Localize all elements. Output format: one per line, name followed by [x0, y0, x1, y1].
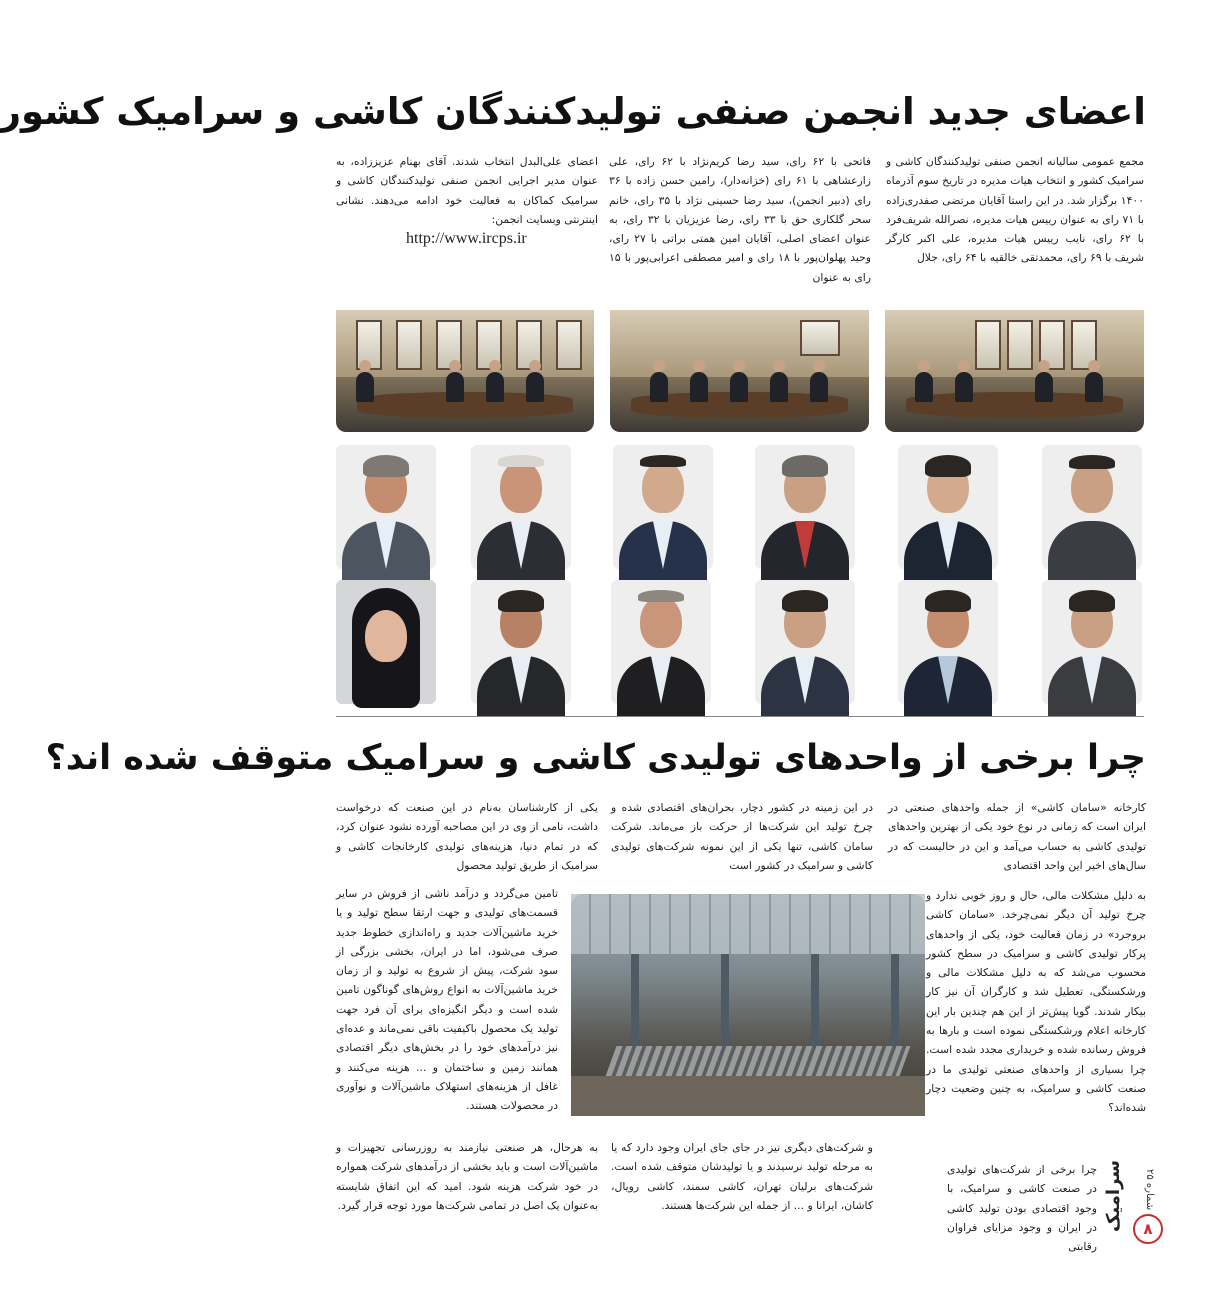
article2-col2b-text: و شرکت‌های دیگری نیز در جای جای ایران وجود دارد که یا به مرحله تولید نرسیدند و یا تولیدشان متوقف شده است. شرکت‌های برلیان تهران، کاشی سمند، کاشی رویال، کاشان، ایرانا و ... از جمله این شرکت‌ها هستند.: [611, 1141, 873, 1212]
meeting-photo-3: [336, 310, 594, 432]
article1-col1-text: مجمع عمومی سالیانه انجمن صنفی تولیدکنندگان کاشی و سرامیک کشور و انتخاب هیات مدیره در تاریخ سوم آذرماه ۱۴۰۰ برگزار شد. در این راستا آقایان مرتضی صفدری‌زاده با ۷۱ رای به عنوان رییس هیات مدیره، نصرالله شریف‌فرد با ۶۲ رای، نایب رییس هیات مدیره، علی اکبر کارگر شریف با ۶۹ رای، محمدتقی خالقیه با ۶۴ رای، جلال: [886, 155, 1144, 265]
portrait-11: [471, 580, 571, 704]
article1-col2-text: فاتحی با ۶۲ رای، سید رضا کریم‌نژاد با ۶۲ رای، علی زارعشاهی با ۶۱ رای (خزانه‌دار)، رامین حسن زاده با ۳۶ رای (دبیر انجمن)، سید رضا حسینی نژاد با ۳۵ رای، خانم سحر گلکاری حق با ۳۳ رای، رضا عزیزیان با ۳۲ رای، به عنوان اعضای اصلی، آقایان امین همتی براتی با ۲۷ رای، وحید پهلوان‌پور با ۱۸ رای و امیر مصطفی اعرابی‌پور با ۱۵ رای به عنوان: [609, 155, 872, 284]
portrait-2: [898, 445, 998, 569]
article2-column-1-bottom: [947, 1160, 1097, 1252]
article2-column-1-top: [888, 798, 1146, 886]
article1-column-3: [336, 152, 598, 300]
article2-column-3-middle: [336, 884, 558, 1140]
article2-col3b-text: تامین می‌گردد و درآمد ناشی از فروش در سایر قسمت‌های تولیدی و جهت ارتقا سطح تولید و یا خرید ماشین‌آلات جدید و راه‌اندازی خطوط جدید صرف می‌شود، اما در ایران، بخشی بزرگی از سود شرکت، پیش از شروع به تولید و از زمان خرید ماشین‌آلات به انواع روش‌های گوناگون تامین شده است و دیگر انگیزه‌ای برای آن فرد جهت تولید یک محصول باکیفیت باقی نمی‌ماند و عده‌ای نیز درآمدهای خود را در بخش‌های دیگر اقتصادی همانند زمین و ساختمان و ... هزینه می‌کنند و غافل از هزینه‌های استهلاک ماشین‌آلات و نوآوری در محصولات هستند.: [336, 887, 558, 1113]
portrait-6: [336, 445, 436, 569]
article2-col1c-text: چرا برخی از شرکت‌های تولیدی در صنعت کاشی و سرامیک، با وجود اقتصادی بودن تولید کاشی در ایران و وجود مزایای فراوان رقابتی: [947, 1163, 1097, 1254]
article2-column-3-bottom: [336, 1138, 598, 1258]
issue-label: شماره ۲۵: [1144, 1168, 1155, 1210]
portrait-12: [336, 580, 436, 704]
article1-column-1: [886, 152, 1144, 300]
portrait-10: [611, 580, 711, 704]
portrait-4: [613, 445, 713, 569]
meeting-photo-2: [610, 310, 869, 432]
page-number: ۸: [1133, 1214, 1163, 1244]
portrait-9: [755, 580, 855, 704]
website-url[interactable]: http://www.ircps.ir: [406, 230, 527, 248]
meeting-photo-1: [885, 310, 1144, 432]
article1-col3-text: اعضای علی‌البدل انتخاب شدند. آقای بهنام عزیززاده، به عنوان مدیر اجرایی انجمن صنفی تولیدکنندگان کاشی و سرامیک کماکان به فعالیت خود ادامه می‌دهند. نشانی اینترنتی وبسایت انجمن:: [336, 155, 598, 226]
article2-col3c-text: به هرحال، هر صنعتی نیازمند به روزرسانی تجهیزات و ماشین‌آلات است و باید بخشی از درآمدهای شرکت همواره در خود شرکت هزینه شود. امید که این اتفاق شایسته به‌عنوان یک اصل در تمامی شرکت‌ها مورد توجه قرار گیرد.: [336, 1141, 598, 1212]
article1-headline: اعضای جدید انجمن صنفی تولیدکنندگان کاشی و سرامیک کشور: [0, 90, 1146, 133]
portrait-7: [1042, 580, 1142, 704]
article2-col2a-text: در این زمینه در کشور دچار، بحران‌های اقتصادی شده و چرخ تولید این شرکت‌ها از حرکت باز می‌ماند. شرکت سامان کاشی، تنها یکی از این نمونه شرکت‌های تولیدی کاشی و سرامیک در کشور است: [611, 801, 873, 872]
article2-column-1-middle: [926, 886, 1146, 1160]
portrait-1: [1042, 445, 1142, 569]
article1-column-2: [609, 152, 871, 300]
portrait-8: [898, 580, 998, 704]
article2-headline: چرا برخی از واحدهای تولیدی کاشی و سرامیک متوقف شده اند؟: [45, 738, 1146, 778]
article2-column-2-bottom: [611, 1138, 873, 1256]
article2-col1a-text: کارخانه «سامان کاشی» از جمله واحدهای صنعتی در ایران است که زمانی در نوع خود یکی از بهترین واحدهای تولیدی کاشی به حساب می‌آمد و این در حالیست که در سال‌های اخیر این واحد اقتصادی: [888, 801, 1146, 872]
magazine-logo: سرامیک: [1103, 1160, 1124, 1232]
article2-col1b-text: به دلیل مشکلات مالی، حال و روز خوبی ندارد و چرخ تولید آن دیگر نمی‌چرخد. «سامان کاشی بروجرد» در زمان فعالیت خود، یکی از واحدهای پرکار تولیدی کاشی و سرامیک در سطح کشور محسوب می‌شد که به دلیل مشکلات مالی و ورشکستگی، تعطیل شد و کارگران آن نیز کار بیکار شدند. گویا پیش‌تر از این هم چندین بار این کارخانه اعلام ورشکستگی نموده است و بارها به فروش رسانده شده و خریداری مجدد شده است. چرا بسیاری از واحدهای صنعتی تولیدی ما در صنعت کاشی و سرامیک، به چنین وضعیت دچار شده‌اند؟: [926, 889, 1146, 1115]
portrait-3: [755, 445, 855, 569]
portrait-5: [471, 445, 571, 569]
section-divider: [336, 716, 1144, 717]
article2-column-3-top: [336, 798, 598, 884]
article2-col3a-text: یکی از کارشناسان به‌نام در این صنعت که درخواست داشت، نامی از وی در این مصاحبه آورده نشود عنوان کرد، که در تمام دنیا، هزینه‌های تولیدی کارخانجات کاشی و سرامیک از طریق تولید محصول: [336, 801, 598, 872]
article2-column-2-top: [611, 798, 873, 882]
factory-photo: [571, 894, 925, 1116]
